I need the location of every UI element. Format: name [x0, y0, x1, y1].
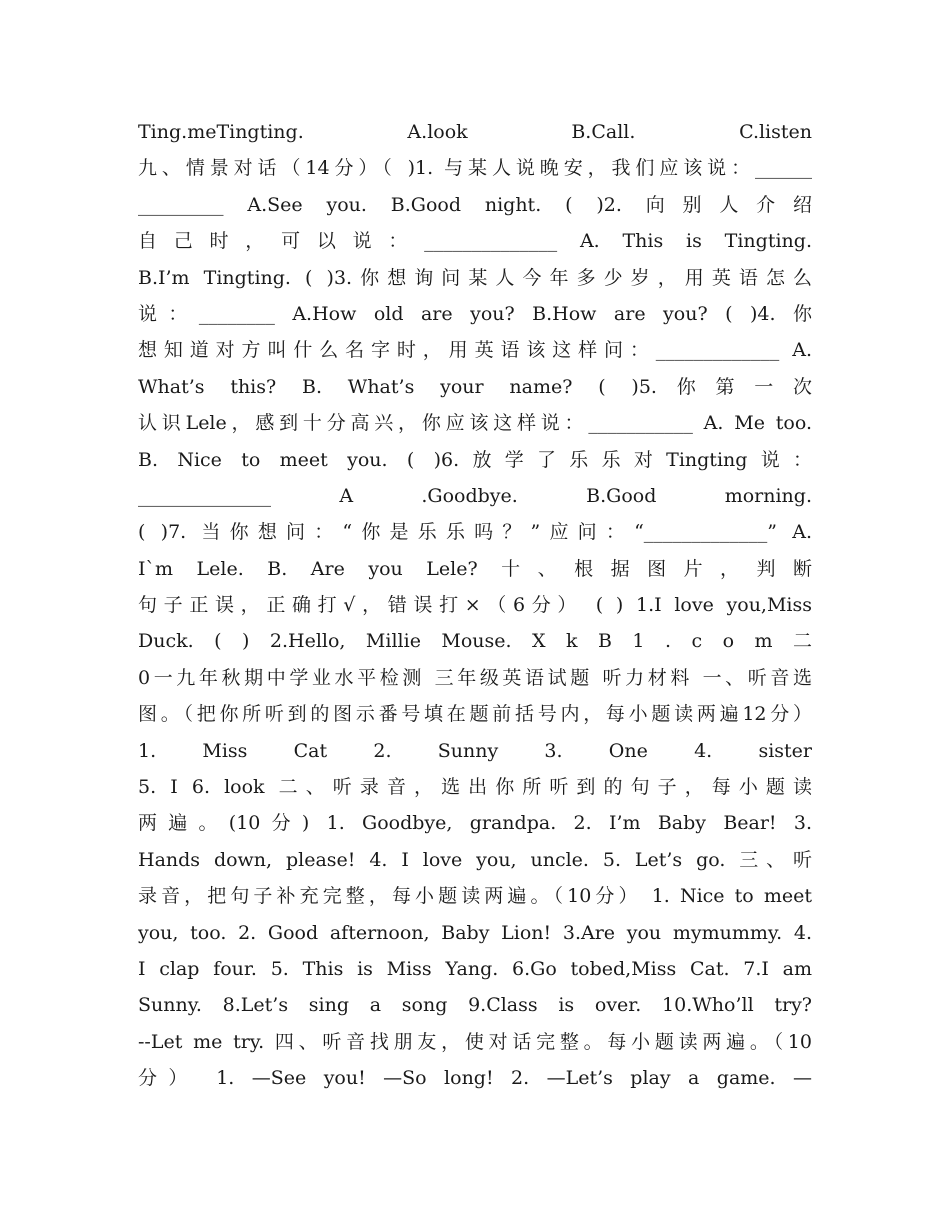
text-line: 句子正误，正确打√，错误打×（6分） ( ) 1.I love you,Miss — [138, 594, 812, 617]
text-line: ( )7. 当你想问：“你是乐乐吗？”应问：“_____________” A. — [138, 521, 812, 544]
text-line: Sunny. 8.Let’s sing a song 9.Class is over. 10.Who’ll try? — [138, 994, 812, 1017]
text-line: 录音，把句子补充完整，每小题读两遍。（10分） 1. Nice to meet — [138, 885, 812, 908]
text-line: 自己时，可以说：______________ A. This is Tingting. — [138, 230, 812, 253]
text-line: Hands down, please! 4. I love you, uncle. 5. Let’s go. 三、听 — [138, 848, 812, 871]
text-line: What’s this? B. What’s your name? ( )5.你第一次 — [138, 375, 812, 398]
text-line: I clap four. 5. This is Miss Yang. 6.Go tobed,Miss Cat. 7.I am — [138, 957, 812, 980]
body-text — [138, 114, 812, 1097]
text-line: B. Nice to meet you. ( )6.放学了乐乐对Tingting说： — [138, 448, 812, 471]
text-line: 5. I 6. look 二、听录音，选出你所听到的句子，每小题读 — [138, 776, 812, 799]
text-line: B.I’m Tingting. ( )3.你想询问某人今年多少岁，用英语怎么 — [138, 266, 812, 289]
text-line: 想知道对方叫什么名字时，用英语该这样问：_____________ A. — [138, 339, 812, 362]
text-line: 0一九年秋期中学业水平检测 三年级英语试题 听力材料 一、听音选 — [138, 666, 812, 689]
text-line: 说：________ A.How old are you? B.How are you? ( )4. 你 — [138, 302, 812, 325]
text-line: _________ A.See you. B.Good night. ( )2. 向别人介绍 — [138, 193, 812, 216]
text-line: 1. Miss Cat 2. Sunny 3. One 4. sister — [138, 739, 812, 762]
text-line: 认识Lele，感到十分高兴，你应该这样说：___________ A. Me too. — [138, 412, 812, 435]
text-line: 分） 1. —See you! —So long! 2. —Let’s play a game. — — [138, 1067, 812, 1090]
text-line: you, too. 2. Good afternoon, Baby Lion! 3.Are you mymummy. 4. — [138, 921, 812, 944]
text-line: Ting.meTingting. A.look B.Call. C.listen — [138, 121, 812, 143]
text-line: I`m Lele. B. Are you Lele? 十、根据图片，判断 — [138, 557, 812, 580]
text-line: --Let me try. 四、听音找朋友，使对话完整。每小题读两遍。（10 — [138, 1030, 812, 1053]
text-line: 九、情景对话（14分）（ )1. 与某人说晚安，我们应该说：______ — [138, 157, 812, 180]
text-line: 两遍。(10分) 1. Goodbye, grandpa. 2. I’m Baby Bear! 3. — [138, 812, 812, 835]
text-line: Duck. ( ) 2.Hello, Millie Mouse. X k B 1 . c o m 二 — [138, 630, 812, 653]
text-line: 图。（把你所听到的图示番号填在题前括号内，每小题读两遍12分） — [138, 703, 812, 726]
text-line: ______________ A .Goodbye. B.Good morning. — [138, 484, 812, 507]
